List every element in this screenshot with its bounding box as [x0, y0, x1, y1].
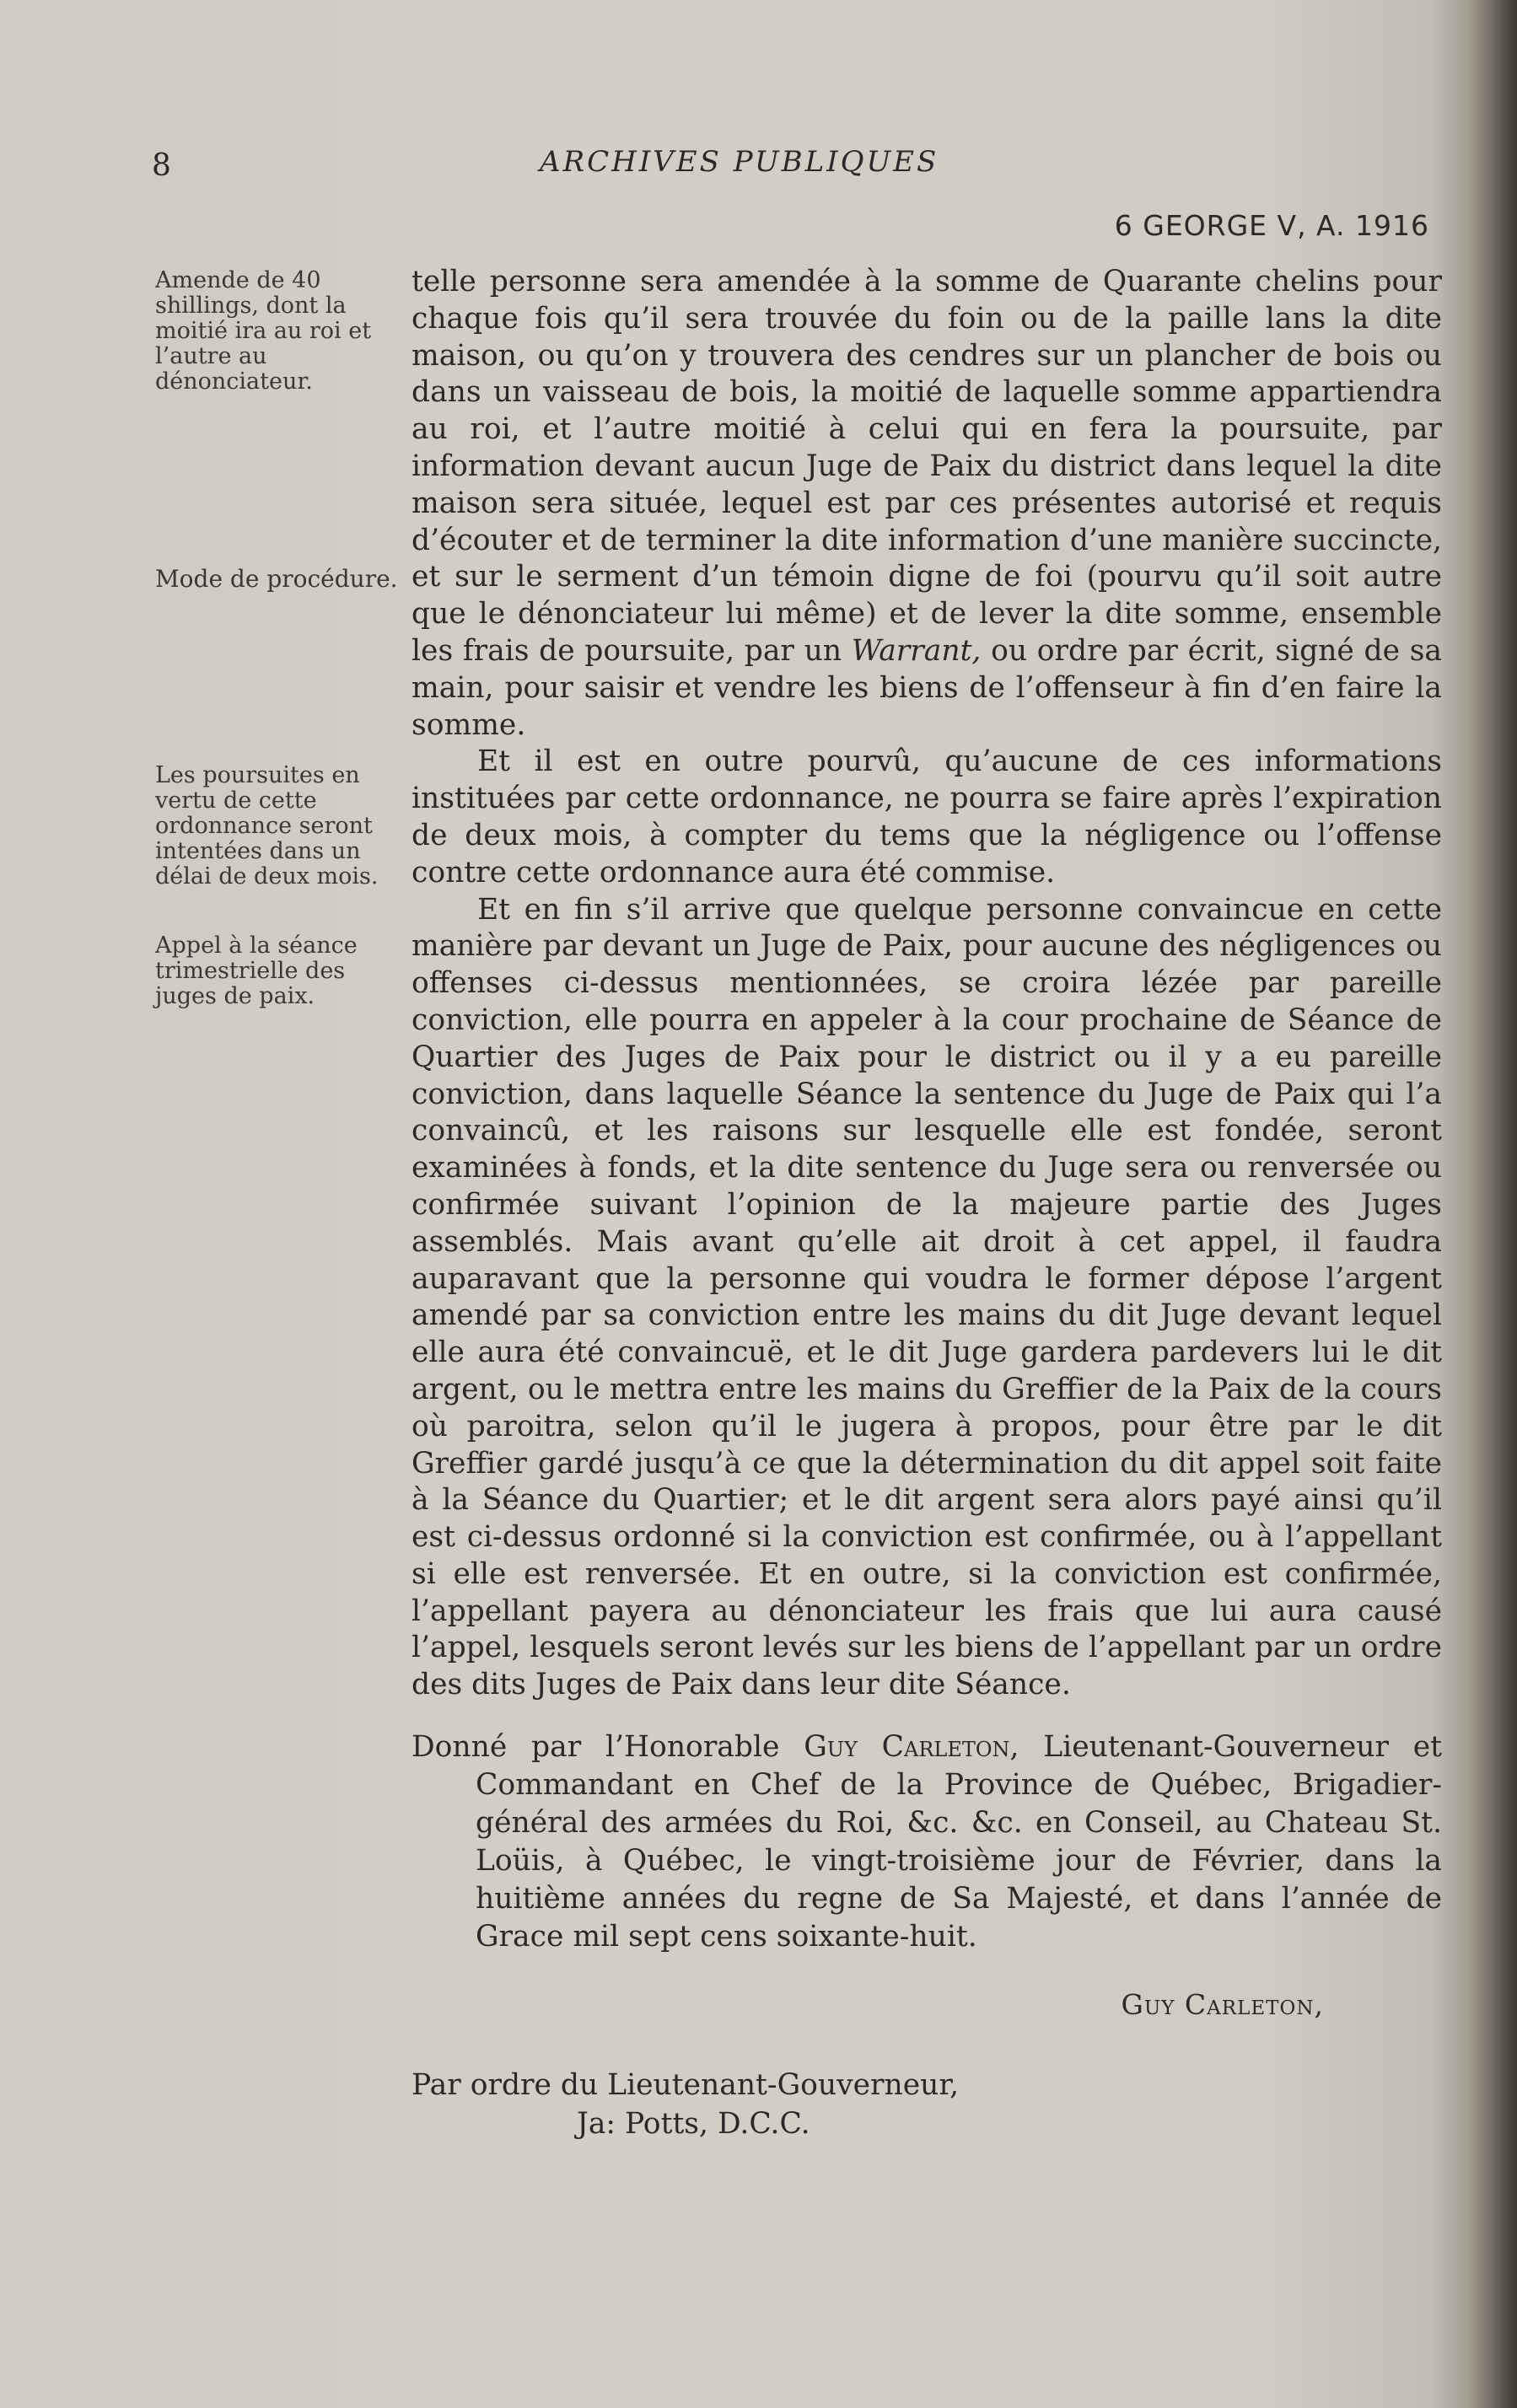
- margin-note-fine: Amende de 40 shillings, dont la moitié ira au roi et l’autre au dénonciateur.: [155, 267, 372, 395]
- running-head: ARCHIVES PUBLIQUES: [540, 145, 939, 179]
- margin-note-appeal: Appel à la séance trimestrielle des juges de paix.: [155, 933, 358, 1009]
- margin-note-delay: Les poursuites en vertu de cette ordonnance seront intentées dans un délai de deux mois.: [155, 762, 379, 890]
- paragraph-2: Et il est en outre pourvû, qu’aucune de ces informations instituées par cette ordonnance, ne pourra se faire après l’expiration de deux mois, à compter du tems que la négligence ou l’offense contre cette ordonnance aura été commise.: [412, 744, 1442, 890]
- page-number: 8: [152, 148, 171, 183]
- body-text: [412, 264, 1442, 1704]
- governor-name: Guy Carleton,: [804, 1730, 1019, 1764]
- paragraph-1: telle personne sera amendée à la somme de Quarante chelins pour chaque fois qu’il sera trouvée du foin ou de la paille lans la dite maison, ou qu’on y trouvera des cendres sur un plancher de bois ou dans un vaisseau de bois, la moitié de laquelle somme appartiendra au roi, et l’autre moitié à celui qui en fera la poursuite, par information devant aucun Juge de Paix du district dans lequel la dite maison sera située, lequel est par ces présentes autorisé et requis d’écouter et de terminer la dite information d’une manière succincte, et sur le serment d’un témoin digne de foi (pourvu qu’il soit autre que le dénonciateur lui même) et de lever la dite somme, ensemble les frais de poursuite, par un Warrant, ou ordre par écrit, signé de sa main, pour saisir et vendre les biens de l’offenseur à fin d’en faire la somme.: [412, 265, 1442, 742]
- book-spine-shadow: [1466, 0, 1517, 2408]
- order-by-line: Par ordre du Lieutenant-Gouverneur,: [412, 2068, 960, 2102]
- secretary-line: Ja: Potts, D.C.C.: [577, 2107, 810, 2141]
- session-line: 6 GEORGE V, A. 1916: [1114, 209, 1429, 242]
- order-by: [412, 2066, 959, 2143]
- paragraph-3: Et en fin s’il arrive que quelque personne convaincue en cette manière par devant un Juge de Paix, pour aucune des négligences ou offenses ci-dessus mentionnées, se croira lézée par pareille conviction, elle pourra en appeler à la cour prochaine de Séance de Quartier des Juges de Paix pour le district ou il y a eu pareille conviction, dans laquelle Séance la sentence du Juge de Paix qui l’a convaincû, et les raisons sur lesquelle elle est fondée, seront examinées à fonds, et la dite sentence du Juge sera ou renversée ou confirmée suivant l’opinion de la majeure partie des Juges assemblés. Mais avant qu’elle ait droit à cet appel, il faudra auparavant que la personne qui voudra le former dépose l’argent amendé par sa conviction entre les mains du dit Juge devant lequel elle aura été convaincuë, et le dit Juge gardera pardevers lui le dit argent, ou le mettra entre les mains du Greffier de la Paix de la cours où paroitra, selon qu’il le jugera à propos, pour être par le dit Greffier gardé jusqu’à ce que la détermination du dit appel soit faite à la Séance du Quartier; et le dit argent sera alors payé ainsi qu’il est ci-dessus ordonné si la conviction est confirmée, ou à l’appellant si elle est renversée. Et en outre, si la conviction est confirmée, l’appellant payera au dénonciateur les frais que lui aura causé l’appel, lesquels seront levés sur les biens de l’appellant par un ordre des dits Juges de Paix dans leur dite Séance.: [412, 892, 1442, 1702]
- warrant-term: Warrant,: [851, 633, 982, 668]
- signature: Guy Carleton,: [1121, 1988, 1324, 2021]
- margin-note-procedure: Mode de procédure.: [155, 565, 398, 593]
- closing-statement: Donné par l’Honorable Guy Carleton, Lieutenant-Gouverneur et Commandant en Chef de la Province de Québec, Brigadier-général des armées du Roi, &c. &c. en Conseil, au Chateau St. Loüis, à Québec, le vingt-troisième jour de Février, dans la huitième années du regne de Sa Majesté, et dans l’année de Grace mil sept cens soixante-huit.: [412, 1730, 1443, 1954]
